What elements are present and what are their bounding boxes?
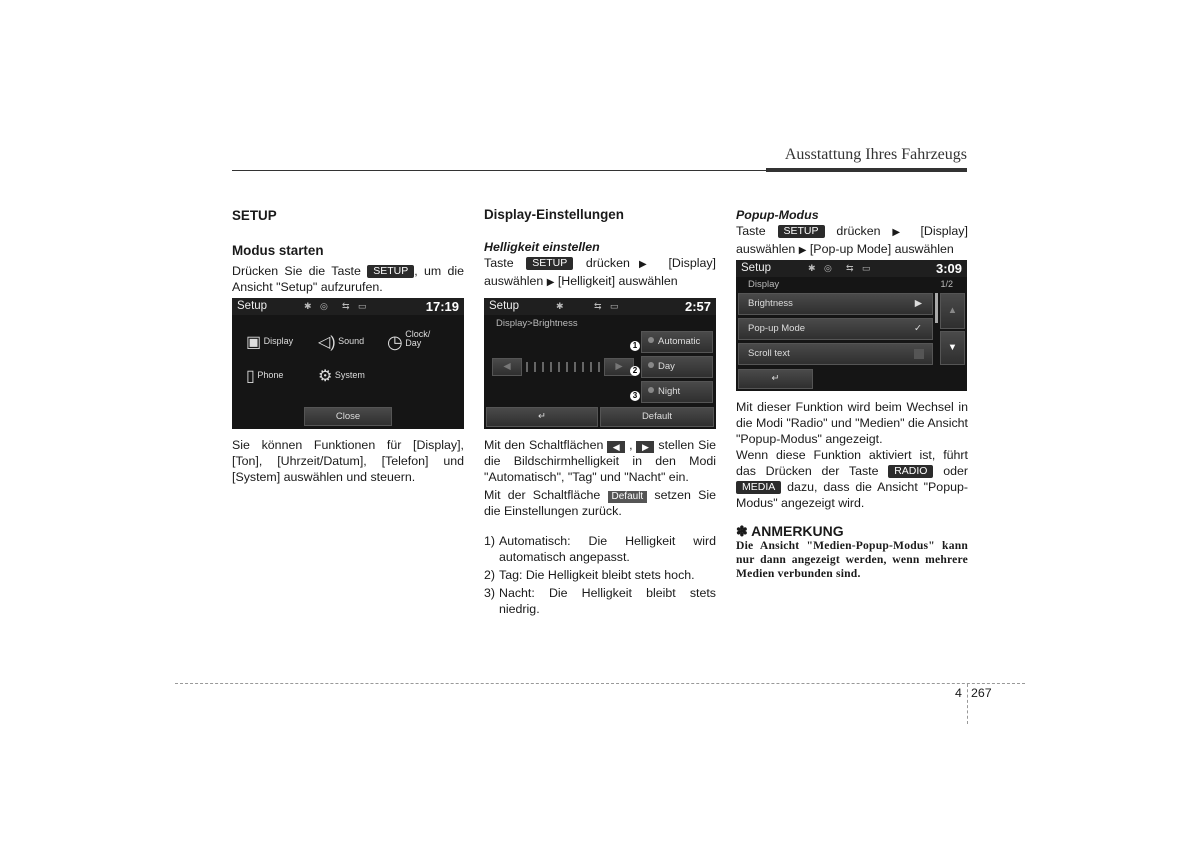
arrow-right-icon: ▶ <box>798 245 807 256</box>
list-item: 1) Automatisch: Die Helligkeit wird automatisch angepasst. <box>484 534 716 564</box>
brightness-increase-button[interactable]: ▶ <box>604 358 634 376</box>
left-arrow-key: ◀ <box>607 441 625 453</box>
clock: 3:09 <box>935 261 962 276</box>
breadcrumb: Display>Brightness <box>496 318 578 329</box>
paragraph-setup-intro: Drücken Sie die Taste SETUP , um die Ansicht "Setup" aufzurufen. <box>232 264 464 294</box>
paragraph-setup-functions: Sie können Funktionen für [Display], [Ton], [Uhrzeit/Datum], [Telefon] und [System] auswählen und steuern. <box>232 438 464 484</box>
chevron-right-icon: ▶ <box>914 298 922 309</box>
usb-icon: ⇆ <box>342 301 350 311</box>
subheading-modus-starten: Modus starten <box>232 243 324 258</box>
chapter-number: 4 <box>955 686 962 700</box>
screen-title: Setup <box>489 300 520 312</box>
callout-1: 1 <box>630 335 640 353</box>
clock: 2:57 <box>684 299 711 314</box>
subheading-popup: Popup-Modus <box>736 208 819 222</box>
setup-key: SETUP <box>526 257 573 270</box>
checkbox-icon <box>914 349 924 359</box>
battery-icon: ▭ <box>610 301 619 311</box>
brightness-slider[interactable] <box>526 362 602 372</box>
menu-item-brightness[interactable]: Brightness ▶ <box>738 293 933 315</box>
popup-mode-screen-image <box>736 260 967 391</box>
column-2-body <box>484 437 716 617</box>
brightness-screen-image <box>484 298 716 429</box>
section-label: Display <box>748 279 780 290</box>
numbered-list <box>484 533 716 617</box>
list-item: 2) Tag: Die Helligkeit bleibt stets hoch. <box>484 568 695 582</box>
column-2 <box>484 207 716 291</box>
right-arrow-key: ▶ <box>636 441 654 453</box>
note-heading: ✽ ANMERKUNG <box>736 523 844 539</box>
bluetooth-icon: ✱ <box>556 301 564 311</box>
display-item[interactable]: ▣ Display <box>246 334 294 351</box>
callout-3: 3 <box>630 385 640 403</box>
option-day[interactable]: Day <box>641 356 713 378</box>
paragraph-popup-steps: Taste SETUP drücken ▶ [Display] auswählen ▶ [Pop-up Mode] auswählen <box>736 224 968 256</box>
paragraph-brightness-steps: Taste SETUP drücken▶ [Display] auswählen ▶ [Helligkeit] auswählen <box>484 256 716 288</box>
bluetooth-icon: ✱ <box>304 301 312 311</box>
screen-title: Setup <box>237 300 268 312</box>
section-heading-setup: SETUP <box>232 208 277 223</box>
arrow-right-icon: ▶ <box>546 277 555 288</box>
arrow-right-icon: ▶ <box>892 227 909 238</box>
status-bar <box>232 298 464 315</box>
back-button[interactable] <box>738 369 813 389</box>
running-header: Ausstattung Ihres Fahrzeugs <box>784 146 967 163</box>
scroll-up-button[interactable]: ▲ <box>940 293 965 329</box>
note-text: Die Ansicht "Medien-Popup-Modus" kann nur dann angezeigt werden, wenn mehrere Medien verbunden sind. <box>736 539 968 580</box>
display-icon: ▣ <box>246 334 262 351</box>
battery-icon: ▭ <box>862 263 871 273</box>
clock-day-item[interactable]: ◷ Clock/ Day <box>387 329 431 352</box>
sound-item[interactable]: ◁) Sound <box>318 334 365 351</box>
gps-icon: ◎ <box>320 301 328 311</box>
status-bar <box>484 298 716 315</box>
close-button[interactable]: Close <box>304 407 392 426</box>
footer-rule <box>175 683 1025 684</box>
radio-key: RADIO <box>888 465 933 478</box>
battery-icon: ▭ <box>358 301 367 311</box>
usb-icon: ⇆ <box>594 301 602 311</box>
setup-key: SETUP <box>778 225 825 238</box>
scrollbar[interactable] <box>935 293 938 323</box>
footer-divider <box>967 684 968 724</box>
column-3 <box>736 207 968 259</box>
subheading-helligkeit: Helligkeit einstellen <box>484 240 600 254</box>
gear-icon: ⚙ <box>318 368 333 385</box>
back-arrow-icon: ↵ <box>538 411 546 422</box>
checkmark-icon: ✓ <box>914 323 922 334</box>
scroll-down-button[interactable]: ▼ <box>940 331 965 365</box>
bluetooth-icon: ✱ <box>808 263 816 273</box>
header-bar <box>766 168 967 172</box>
page-number: 267 <box>971 686 992 700</box>
column-3-body <box>736 399 968 581</box>
menu-item-scroll-text[interactable]: Scroll text <box>738 343 933 365</box>
page-indicator: 1/2 <box>940 279 953 289</box>
setup-screen-image <box>232 298 464 429</box>
paragraph-default: Mit der Schaltfläche Default setzen Sie die Einstellungen zurück. <box>484 488 717 518</box>
default-key: Default <box>608 491 648 503</box>
list-item: 3) Nacht: Die Helligkeit bleibt stets niedrig. <box>484 586 716 616</box>
option-night[interactable]: Night <box>641 381 713 403</box>
back-button[interactable] <box>486 407 598 427</box>
phone-icon: ▯ <box>246 368 255 385</box>
section-heading-display: Display-Einstellungen <box>484 207 624 222</box>
speaker-icon: ◁) <box>318 334 336 351</box>
clock-icon: ◷ <box>387 332 403 352</box>
usb-icon: ⇆ <box>846 263 854 273</box>
brightness-decrease-button[interactable]: ◀ <box>492 358 522 376</box>
paragraph-popup-function: Mit dieser Funktion wird beim Wechsel in die Modi "Radio" und "Medien" die Ansicht "Popup-Modus" angezeigt. <box>736 400 968 446</box>
phone-item[interactable]: ▯ Phone <box>246 368 284 385</box>
callout-2: 2 <box>630 360 640 378</box>
clock: 17:19 <box>425 299 459 314</box>
arrow-right-icon: ▶ <box>629 259 656 270</box>
column-1 <box>232 208 464 295</box>
option-automatic[interactable]: Automatic <box>641 331 713 353</box>
screen-title: Setup <box>741 262 772 274</box>
paragraph-popup-active: Wenn diese Funktion aktiviert ist, führt das Drücken der Taste RADIO oder MEDIA dazu, dass die Ansicht "Popup-Modus" angezeigt wird. <box>736 448 968 510</box>
back-arrow-icon: ↵ <box>771 373 780 384</box>
menu-item-popup-mode[interactable]: Pop-up Mode ✓ <box>738 318 933 340</box>
status-bar <box>736 260 967 277</box>
paragraph-buttons: Mit den Schaltflächen ◀ , ▶ stellen Sie die Bildschirmhelligkeit in den Modi "Automatisch", "Tag" und "Nacht" ein. <box>484 438 716 484</box>
setup-key: SETUP <box>367 265 414 278</box>
gps-icon: ◎ <box>824 263 832 273</box>
system-item[interactable]: ⚙ System <box>318 368 365 385</box>
default-button[interactable]: Default <box>600 407 714 427</box>
media-key: MEDIA <box>736 481 781 494</box>
